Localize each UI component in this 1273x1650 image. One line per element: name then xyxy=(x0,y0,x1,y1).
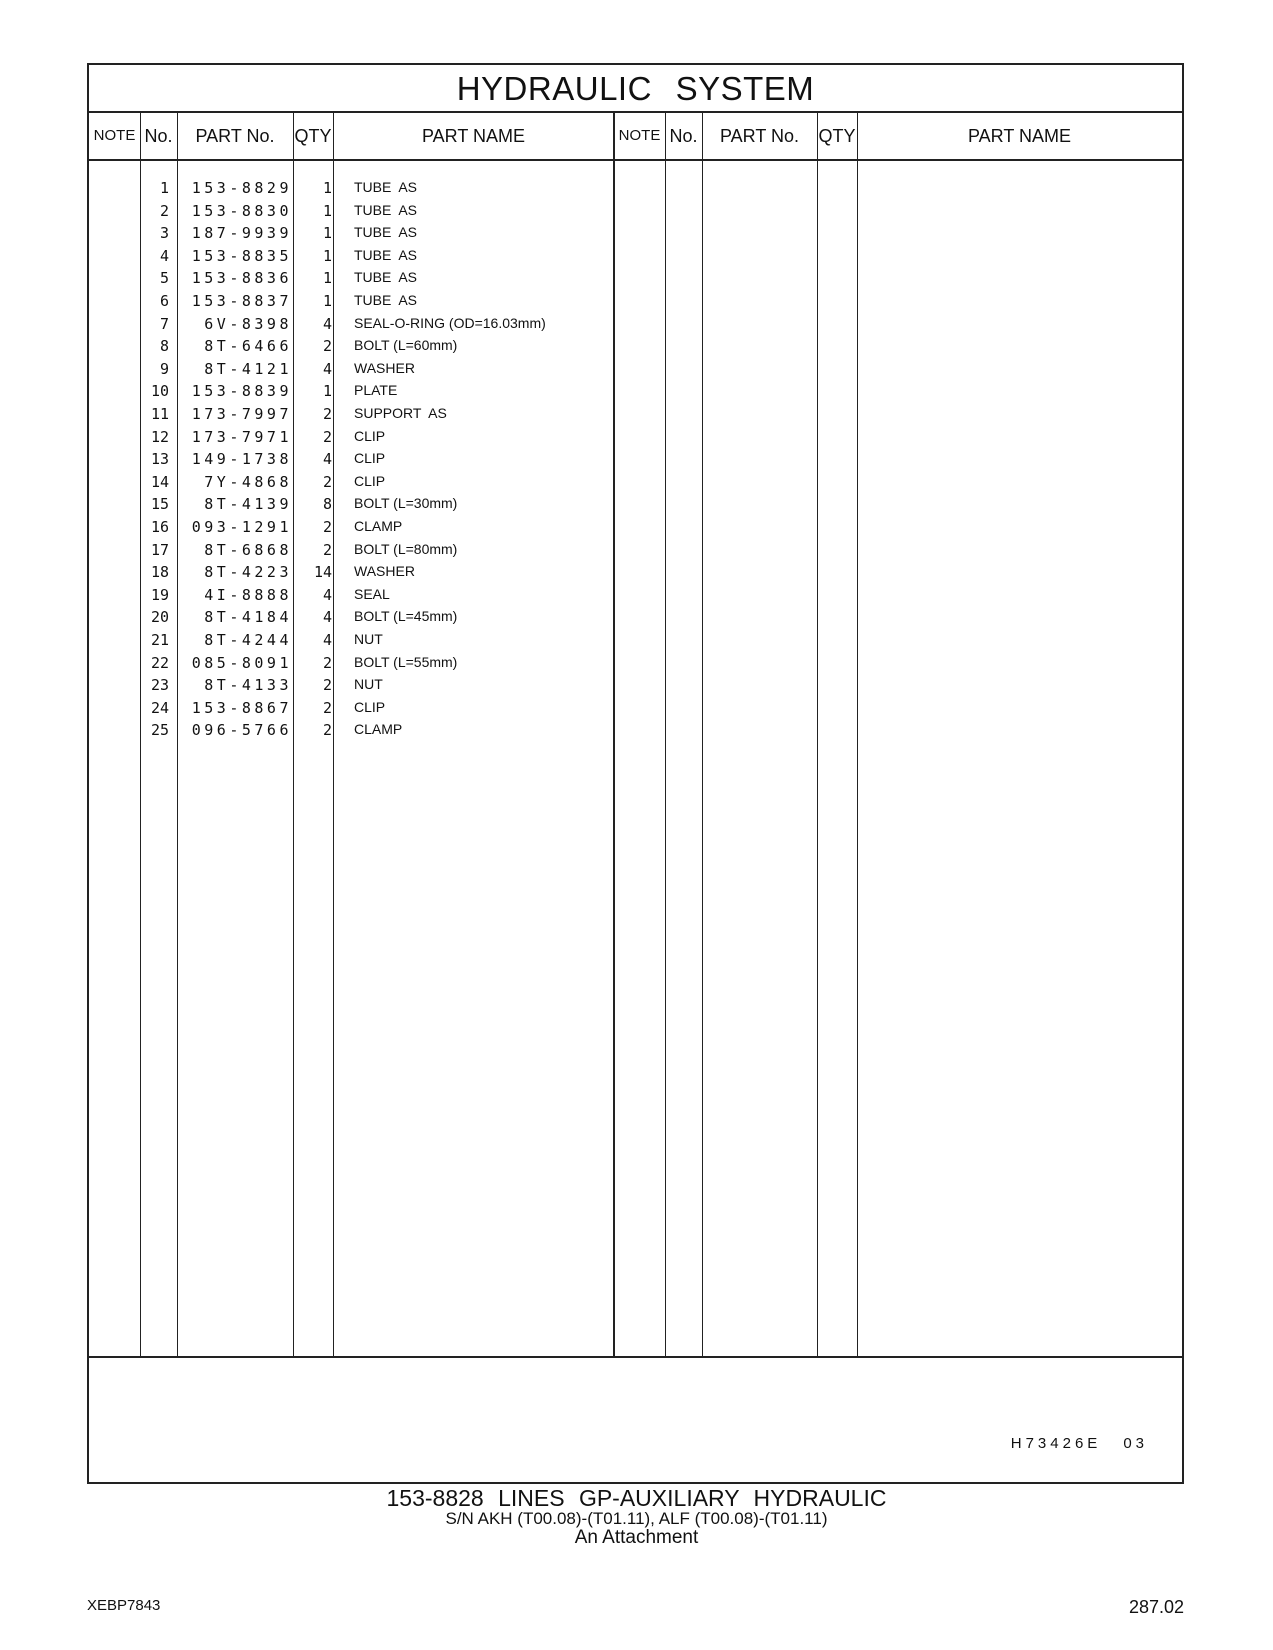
item-number: 20 xyxy=(150,608,169,627)
header-no-left: No. xyxy=(144,126,173,146)
part-number: 7Y-4868 xyxy=(204,472,292,491)
part-number: 8T-4139 xyxy=(204,495,292,514)
drawing-code-number: H73426E xyxy=(1010,1435,1102,1452)
item-number: 2 xyxy=(159,201,169,220)
quantity: 2 xyxy=(322,405,332,423)
quantity: 2 xyxy=(322,427,332,446)
table-row xyxy=(89,674,1182,697)
part-name: BOLT (L=80mm) xyxy=(354,540,458,557)
item-number: 22 xyxy=(150,653,169,672)
part-number: 8T-6868 xyxy=(204,540,292,559)
caption-attachment: An Attachment xyxy=(574,1527,699,1548)
part-number: 173-7971 xyxy=(191,427,292,446)
quantity: 2 xyxy=(322,337,332,356)
header-part-name-right: PART NAME xyxy=(967,126,1072,146)
quantity: 4 xyxy=(322,314,332,333)
parts-table-frame xyxy=(87,63,1184,1484)
item-number: 15 xyxy=(150,495,169,514)
item-number: 1 xyxy=(159,179,169,197)
quantity: 1 xyxy=(322,269,332,288)
quantity: 8 xyxy=(322,495,332,514)
part-number: 187-9939 xyxy=(191,224,292,243)
item-number: 21 xyxy=(150,631,169,649)
quantity: 4 xyxy=(322,631,332,649)
quantity: 4 xyxy=(322,359,332,378)
item-number: 3 xyxy=(159,224,169,243)
header-part-no-right: PART No. xyxy=(719,126,800,146)
part-number: 8T-4184 xyxy=(204,608,292,627)
header-part-no-left: PART No. xyxy=(195,126,275,146)
table-row xyxy=(89,380,1182,403)
table-row xyxy=(89,539,1182,562)
quantity: 2 xyxy=(322,698,332,717)
document-id: XEBP7843 xyxy=(87,1597,161,1614)
part-number: 6V-8398 xyxy=(204,314,292,333)
part-name: TUBE AS xyxy=(354,224,418,241)
part-name: BOLT (L=30mm) xyxy=(354,495,458,512)
item-number: 24 xyxy=(150,698,169,717)
item-number: 25 xyxy=(150,721,169,740)
caption-block xyxy=(0,1486,1273,1547)
part-name: TUBE AS xyxy=(354,269,418,286)
part-name: TUBE AS xyxy=(354,246,418,263)
part-number: 4I-8888 xyxy=(204,585,292,604)
part-number: 153-8867 xyxy=(191,698,292,717)
quantity: 2 xyxy=(322,721,332,740)
table-row xyxy=(89,584,1182,607)
page-title: HYDRAULIC SYSTEM xyxy=(89,65,1182,113)
table-row xyxy=(89,697,1182,720)
item-number: 16 xyxy=(150,518,169,536)
part-name: SEAL xyxy=(354,585,390,602)
part-name: BOLT (L=55mm) xyxy=(354,653,458,670)
part-name: CLAMP xyxy=(354,518,403,534)
item-number: 8 xyxy=(159,337,169,356)
header-qty-left: QTY xyxy=(294,126,332,146)
item-number: 14 xyxy=(150,472,169,491)
part-name: WASHER xyxy=(354,359,415,376)
part-name: SEAL-O-RING (OD=16.03mm) xyxy=(354,314,546,331)
part-name: CLIP xyxy=(354,427,386,444)
part-number: 093-1291 xyxy=(191,518,292,536)
part-name: NUT xyxy=(354,676,383,693)
part-name: BOLT (L=60mm) xyxy=(354,337,458,354)
table-bottom-rule xyxy=(89,1356,1182,1358)
header-no-right: No. xyxy=(669,126,698,146)
quantity: 1 xyxy=(322,292,332,310)
drawing-code xyxy=(1011,1435,1148,1452)
part-number: 153-8830 xyxy=(191,201,292,220)
header-note-right: NOTE xyxy=(618,127,661,144)
part-number: 8T-4133 xyxy=(204,676,292,695)
quantity: 2 xyxy=(322,472,332,491)
quantity: 14 xyxy=(313,563,332,582)
quantity: 2 xyxy=(322,676,332,695)
table-row xyxy=(89,493,1182,516)
header-qty-right: QTY xyxy=(818,126,856,146)
table-header xyxy=(89,113,1182,161)
item-number: 12 xyxy=(150,427,169,446)
table-row xyxy=(89,719,1182,742)
part-name: PLATE xyxy=(354,382,398,399)
item-number: 5 xyxy=(159,269,169,288)
quantity: 4 xyxy=(322,608,332,627)
header-note-left: NOTE xyxy=(93,127,136,144)
quantity: 2 xyxy=(322,653,332,672)
part-name: TUBE AS xyxy=(354,292,418,308)
quantity: 2 xyxy=(322,540,332,559)
table-row xyxy=(89,267,1182,290)
quantity: 1 xyxy=(322,179,332,197)
item-number: 18 xyxy=(150,563,169,582)
part-number: 085-8091 xyxy=(191,653,292,672)
part-name: SUPPORT AS xyxy=(354,405,447,421)
part-name: NUT xyxy=(354,631,383,647)
part-number: 096-5766 xyxy=(191,721,292,740)
caption-serial-numbers: S/N AKH (T00.08)-(T01.11), ALF (T00.08)-(T01.11) xyxy=(445,1509,828,1528)
table-row xyxy=(89,516,1182,539)
table-row xyxy=(89,471,1182,494)
table-row xyxy=(89,448,1182,471)
part-name: BOLT (L=45mm) xyxy=(354,608,458,625)
table-row xyxy=(89,335,1182,358)
quantity: 1 xyxy=(322,246,332,265)
part-number: 8T-4223 xyxy=(204,563,292,582)
table-row xyxy=(89,561,1182,584)
item-number: 13 xyxy=(150,450,169,469)
item-number: 11 xyxy=(150,405,169,423)
table-row xyxy=(89,177,1182,200)
quantity: 4 xyxy=(322,450,332,469)
part-number: 153-8837 xyxy=(191,292,292,310)
part-number: 153-8836 xyxy=(191,269,292,288)
part-number: 8T-4244 xyxy=(204,631,292,649)
item-number: 9 xyxy=(159,359,169,378)
table-row xyxy=(89,629,1182,652)
item-number: 4 xyxy=(159,246,169,265)
item-number: 19 xyxy=(150,585,169,604)
drawing-revision: 03 xyxy=(1123,1435,1148,1452)
part-name: CLAMP xyxy=(354,721,403,738)
part-name: CLIP xyxy=(354,698,386,715)
part-number: 8T-6466 xyxy=(204,337,292,356)
part-name: CLIP xyxy=(354,472,386,489)
table-row xyxy=(89,403,1182,426)
table-row xyxy=(89,358,1182,381)
quantity: 1 xyxy=(322,382,332,401)
part-name: WASHER xyxy=(354,563,415,580)
item-number: 6 xyxy=(159,292,169,310)
part-name: CLIP xyxy=(354,450,386,467)
item-number: 10 xyxy=(150,382,169,401)
table-row xyxy=(89,222,1182,245)
part-name: TUBE AS xyxy=(354,179,418,195)
quantity: 1 xyxy=(322,224,332,243)
item-number: 17 xyxy=(150,540,169,559)
table-row xyxy=(89,652,1182,675)
quantity: 4 xyxy=(322,585,332,604)
part-number: 153-8829 xyxy=(191,179,292,197)
table-row xyxy=(89,426,1182,449)
table-row xyxy=(89,290,1182,313)
quantity: 2 xyxy=(322,518,332,536)
table-row xyxy=(89,606,1182,629)
item-number: 7 xyxy=(159,314,169,333)
part-number: 173-7997 xyxy=(191,405,292,423)
quantity: 1 xyxy=(322,201,332,220)
part-name: TUBE AS xyxy=(354,201,418,218)
page-number: 287.02 xyxy=(1128,1597,1184,1617)
table-row xyxy=(89,200,1182,223)
part-number: 153-8835 xyxy=(191,246,292,265)
part-number: 149-1738 xyxy=(191,450,292,469)
table-row xyxy=(89,313,1182,336)
part-number: 8T-4121 xyxy=(204,359,292,378)
caption-group-title: 153-8828 LINES GP-AUXILIARY HYDRAULIC xyxy=(386,1485,887,1511)
part-number: 153-8839 xyxy=(191,382,292,401)
item-number: 23 xyxy=(150,676,169,695)
table-row xyxy=(89,245,1182,268)
header-part-name-left: PART NAME xyxy=(421,126,526,146)
